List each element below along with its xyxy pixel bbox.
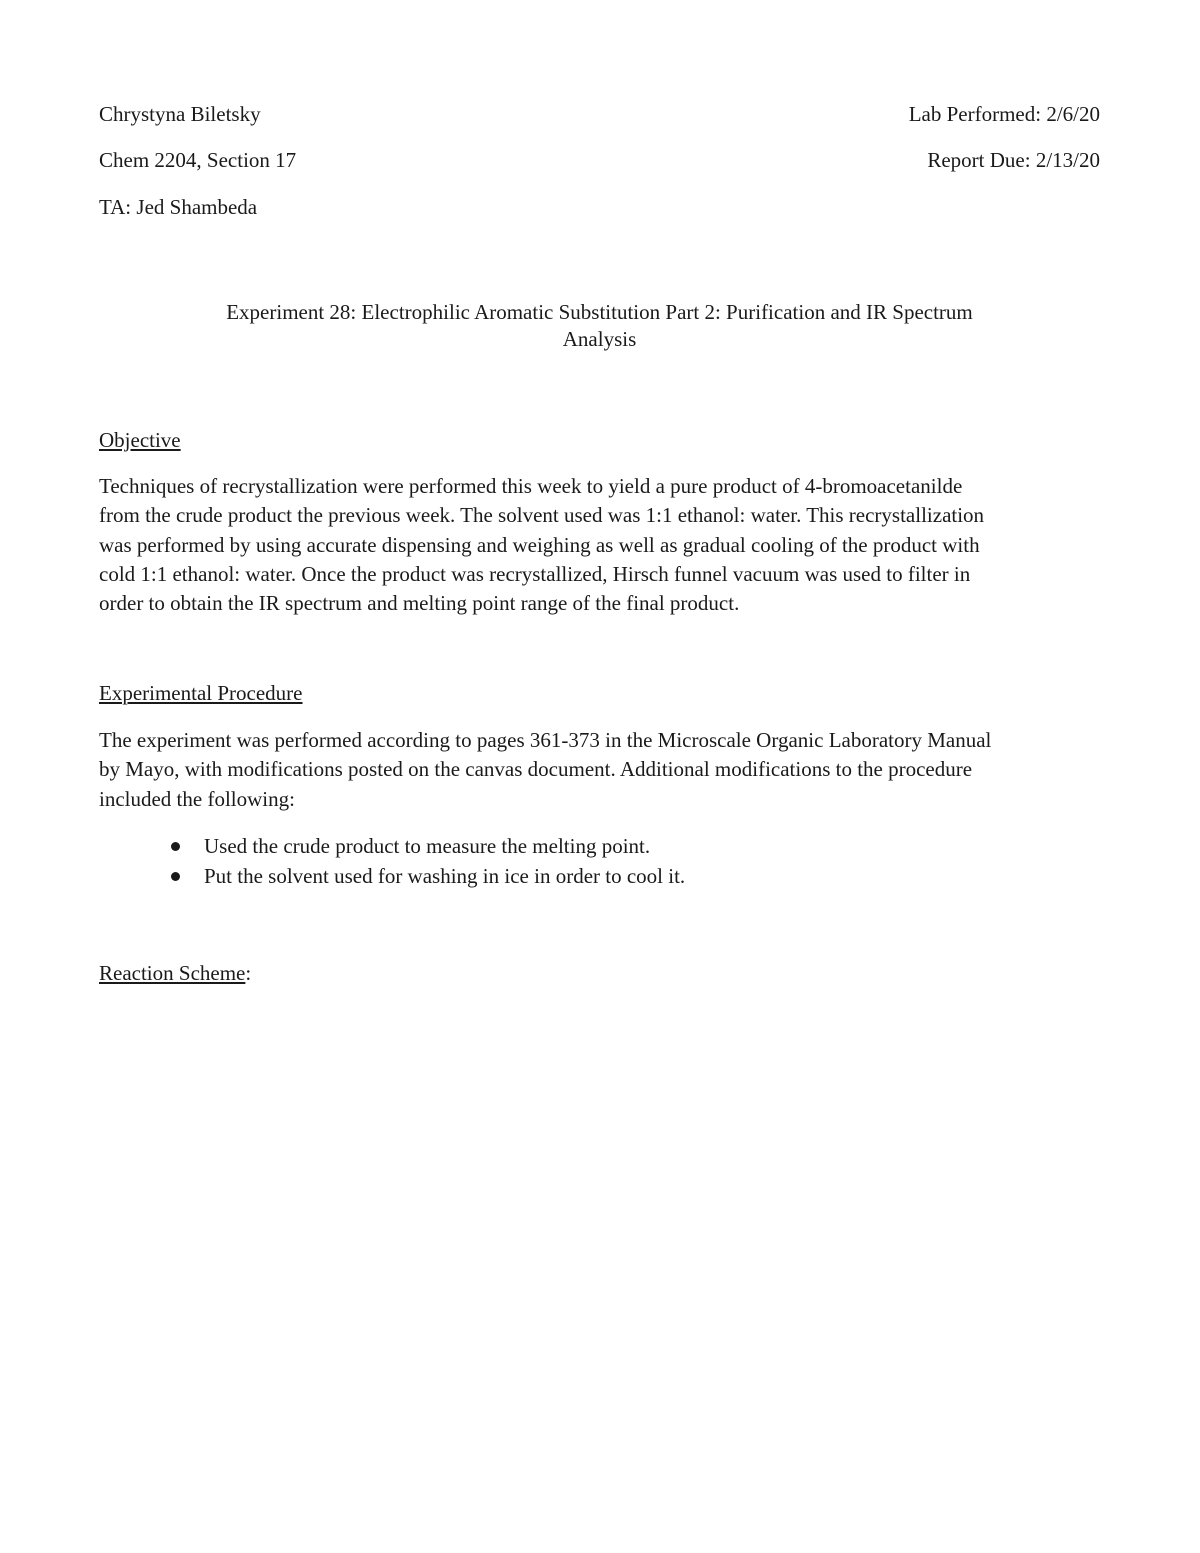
list-item-text: Used the crude product to measure the melting point. bbox=[204, 834, 651, 858]
list-item bbox=[99, 862, 685, 892]
header-row-2 bbox=[99, 148, 1100, 172]
header-row-3 bbox=[99, 195, 1100, 219]
list-item bbox=[99, 832, 685, 862]
author-name: Chrystyna Biletsky bbox=[99, 102, 261, 126]
reaction-scheme-heading-wrap bbox=[99, 961, 251, 985]
procedure-line: included the following: bbox=[99, 786, 295, 811]
experiment-title-line-1: Experiment 28: Electrophilic Aromatic Substitution Part 2: Purification and IR Spectrum bbox=[226, 300, 973, 324]
bullet-icon bbox=[171, 842, 180, 851]
objective-line: cold 1:1 ethanol: water. Once the product was recrystallized, Hirsch funnel vacuum was used to filter in bbox=[99, 561, 971, 586]
reaction-scheme-heading: Reaction Scheme bbox=[99, 961, 246, 985]
modifications-list bbox=[99, 832, 685, 891]
experiment-title bbox=[99, 299, 1100, 353]
procedure-line: by Mayo, with modifications posted on the canvas document. Additional modifications to the procedure bbox=[99, 757, 973, 782]
procedure-paragraph bbox=[99, 726, 1109, 814]
reaction-scheme-colon: : bbox=[245, 961, 252, 985]
experiment-title-line-2: Analysis bbox=[562, 327, 637, 351]
procedure-line: The experiment was performed according to pages 361-373 in the Microscale Organic Laboratory Manual bbox=[99, 728, 992, 752]
objective-line: was performed by using accurate dispensing and weighing as well as gradual cooling of the product with bbox=[99, 532, 980, 557]
list-item-text: Put the solvent used for washing in ice in order to cool it. bbox=[204, 863, 686, 888]
lab-performed-date: Lab Performed: 2/6/20 bbox=[908, 102, 1100, 126]
teaching-assistant: TA: Jed Shambeda bbox=[99, 195, 258, 219]
course-section: Chem 2204, Section 17 bbox=[99, 148, 297, 172]
bullet-icon bbox=[171, 872, 180, 881]
objective-line: Techniques of recrystallization were performed this week to yield a pure product of 4-bromoacetanilde bbox=[99, 474, 963, 498]
objective-heading: Objective bbox=[99, 428, 181, 452]
header-row-1 bbox=[99, 102, 1100, 126]
objective-line: order to obtain the IR spectrum and melting point range of the final product. bbox=[99, 591, 740, 616]
objective-paragraph bbox=[99, 472, 1109, 618]
procedure-heading: Experimental Procedure bbox=[99, 681, 303, 705]
objective-line: from the crude product the previous week. The solvent used was 1:1 ethanol: water. This recrystallization bbox=[99, 503, 985, 528]
report-due-date: Report Due: 2/13/20 bbox=[927, 148, 1100, 172]
